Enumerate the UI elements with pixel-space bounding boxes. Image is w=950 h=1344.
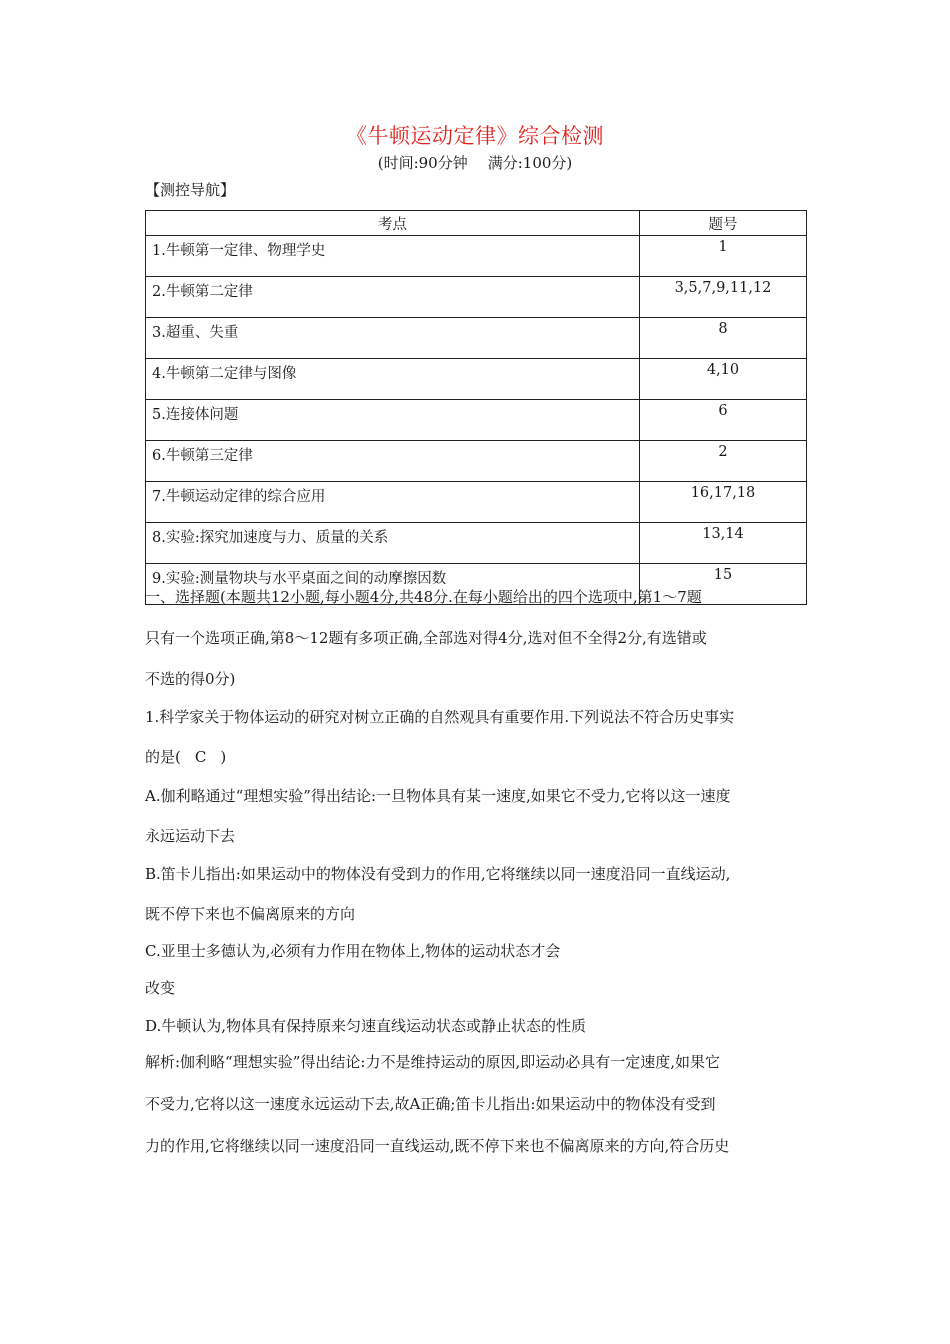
topic-cell: 3.超重、失重 xyxy=(146,318,640,359)
number-cell: 2 xyxy=(640,441,807,482)
table-row xyxy=(146,236,807,277)
option-b-continued: 既不停下来也不偏离原来的方向 xyxy=(145,905,356,923)
question-stem: 1.科学家关于物体运动的研究对树立正确的自然观具有重要作用.下列说法不符合历史事实 xyxy=(145,708,735,726)
number-cell: 8 xyxy=(640,318,807,359)
question-stem-end xyxy=(145,746,807,767)
topic-cell: 8.实验:探究加速度与力、质量的关系 xyxy=(146,523,640,564)
topic-cell: 2.牛顿第二定律 xyxy=(146,277,640,318)
exam-info xyxy=(0,152,950,173)
number-cell: 3,5,7,9,11,12 xyxy=(640,277,807,318)
option-d: D.牛顿认为,物体具有保持原来匀速直线运动状态或静止状态的性质 xyxy=(145,1017,587,1035)
document-title: 《牛顿运动定律》综合检测 xyxy=(346,124,604,148)
topic-cell: 7.牛顿运动定律的综合应用 xyxy=(146,482,640,523)
question-stem-suffix: ) xyxy=(220,748,227,766)
analysis-line: 不受力,它将以这一速度永远运动下去,故A正确;笛卡儿指出:如果运动中的物体没有受到 xyxy=(145,1095,716,1113)
number-cell: 4,10 xyxy=(640,359,807,400)
number-cell: 15 xyxy=(640,564,807,605)
question-stem-prefix: 的是( xyxy=(145,748,181,766)
option-b: B.笛卡儿指出:如果运动中的物体没有受到力的作用,它将继续以同一速度沿同一直线运动, xyxy=(145,865,731,883)
section-instructions-line: 只有一个选项正确,第8～12题有多项正确,全部选对得4分,选对但不全得2分,有选错或 xyxy=(145,629,707,647)
column-header-number: 题号 xyxy=(640,211,807,236)
exam-time: (时间:90分钟 xyxy=(377,154,468,172)
topic-cell: 5.连接体问题 xyxy=(146,400,640,441)
analysis-line: 解析:伽利略“理想实验”得出结论:力不是维持运动的原因,即运动必具有一定速度,如果它 xyxy=(145,1053,720,1071)
number-cell: 16,17,18 xyxy=(640,482,807,523)
knowledge-point-table xyxy=(145,210,807,605)
number-cell: 1 xyxy=(640,236,807,277)
answer-letter: C xyxy=(194,748,207,766)
analysis-line: 力的作用,它将继续以同一速度沿同一直线运动,既不停下来也不偏离原来的方向,符合历史 xyxy=(145,1137,730,1155)
table-row xyxy=(146,359,807,400)
topic-cell: 6.牛顿第三定律 xyxy=(146,441,640,482)
number-cell: 6 xyxy=(640,400,807,441)
option-a: A.伽利略通过“理想实验”得出结论:一旦物体具有某一速度,如果它不受力,它将以这一速度 xyxy=(145,787,731,805)
table-row xyxy=(146,441,807,482)
table-row xyxy=(146,277,807,318)
section-instructions-line: 不选的得0分) xyxy=(145,670,236,688)
exam-score: 满分:100分) xyxy=(487,154,573,172)
table-header-row xyxy=(146,211,807,236)
topic-cell: 9.实验:测量物块与水平桌面之间的动摩擦因数 xyxy=(146,564,640,605)
option-a-continued: 永远运动下去 xyxy=(145,827,236,845)
column-header-topic: 考点 xyxy=(146,211,640,236)
table-row xyxy=(146,523,807,564)
number-cell: 13,14 xyxy=(640,523,807,564)
option-c-continued: 改变 xyxy=(145,979,176,997)
topic-cell: 4.牛顿第二定律与图像 xyxy=(146,359,640,400)
table-row xyxy=(146,482,807,523)
nav-heading: 【测控导航】 xyxy=(145,181,236,199)
option-c: C.亚里士多德认为,必须有力作用在物体上,物体的运动状态才会 xyxy=(145,942,561,960)
section-instructions-line: 一、选择题(本题共12小题,每小题4分,共48分.在每小题给出的四个选项中,第1～7题 xyxy=(145,588,702,606)
table-row xyxy=(146,400,807,441)
table-row xyxy=(146,318,807,359)
topic-cell: 1.牛顿第一定律、物理学史 xyxy=(146,236,640,277)
